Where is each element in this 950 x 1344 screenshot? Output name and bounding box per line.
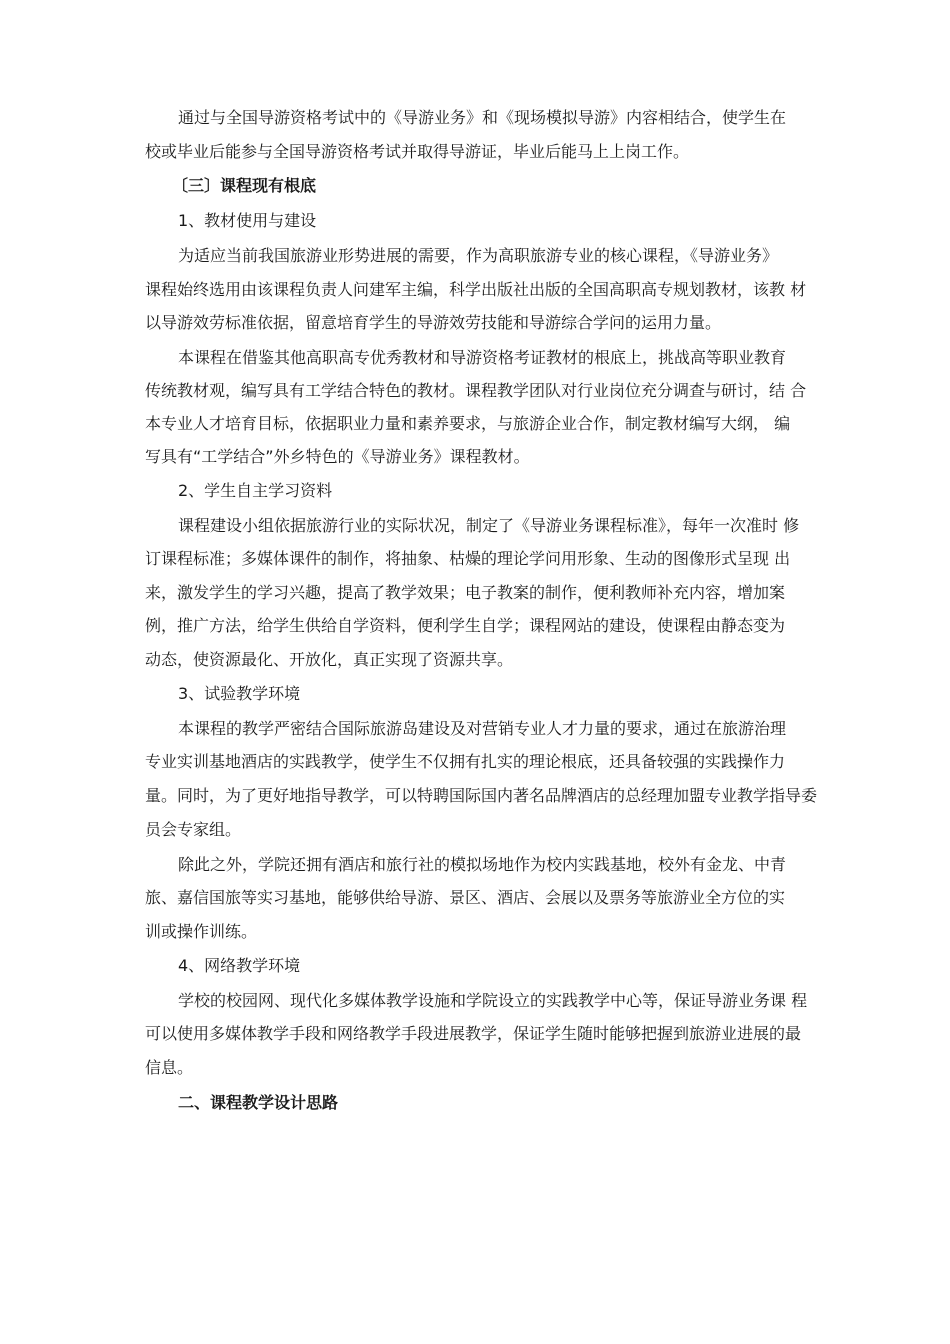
para-3-line-2: 传统教材观，编写具有工学结合特色的教材。课程教学团队对行业岗位充分调查与研讨，结 合: [145, 381, 807, 400]
para-1-line-1: 通过与全国导游资格考试中的《导游业务》和《现场模拟导游》内容相结合，使学生在: [178, 108, 787, 127]
para-2-line-1: 为适应当前我国旅游业形势进展的需要，作为高职旅游专业的核心课程，《导游业务》: [178, 246, 779, 265]
subheading-1: 1、教材使用与建设: [178, 211, 317, 230]
para-5-line-2: 专业实训基地酒店的实践教学，使学生不仅拥有扎实的理论根底，还具备较强的实践操作力: [145, 752, 786, 771]
para-7-line-1: 学校的校园网、现代化多媒体教学设施和学院设立的实践教学中心等，保证导游业务课 程: [178, 991, 808, 1010]
para-5-line-3: 量。同时，为了更好地指导教学，可以特聘国际国内著名品牌酒店的总经理加盟专业教学指导委: [145, 786, 818, 805]
para-3-line-1: 本课程在借鉴其他高职高专优秀教材和导游资格考证教材的根底上，挑战高等职业教育: [178, 348, 787, 367]
para-4-line-3: 来，激发学生的学习兴趣，提高了教学效果；电子教案的制作，便利教师补充内容，增加案: [145, 583, 786, 602]
para-3-line-3: 本专业人才培育目标，依据职业力量和素养要求，与旅游企业合作，制定教材编写大纲， 编: [145, 414, 791, 433]
para-1-line-2: 校或毕业后能参与全国导游资格考试并取得导游证，毕业后能马上上岗工作。: [145, 142, 690, 161]
section-heading-3: 〔三〕课程现有根底: [172, 176, 317, 195]
para-5-line-1: 本课程的教学严密结合国际旅游岛建设及对营销专业人才力量的要求，通过在旅游治理: [178, 719, 787, 738]
para-4-line-1: 课程建设小组依据旅游行业的实际状况，制定了《导游业务课程标准》，每年一次准时 修: [178, 516, 800, 535]
para-3-line-4: 写具有“工学结合”外乡特色的《导游业务》课程教材。: [145, 447, 530, 466]
para-2-line-3: 以导游效劳标准依据，留意培育学生的导游效劳技能和导游综合学问的运用力量。: [145, 313, 722, 332]
para-6-line-2: 旅、嘉信国旅等实习基地，能够供给导游、景区、酒店、会展以及票务等旅游业全方位的实: [145, 888, 786, 907]
subheading-3: 3、试验教学环境: [178, 684, 301, 703]
para-6-line-1: 除此之外，学院还拥有酒店和旅行社的模拟场地作为校内实践基地，校外有金龙、中青: [178, 855, 787, 874]
para-7-line-3: 信息。: [145, 1058, 194, 1077]
para-2-line-2: 课程始终选用由该课程负责人问建军主编，科学出版社出版的全国高职高专规划教材，该教 材: [145, 280, 807, 299]
para-4-line-2: 订课程标准；多媒体课件的制作，将抽象、枯燥的理论学问用形象、生动的图像形式呈现 出: [145, 549, 791, 568]
section-heading-2: 二、课程教学设计思路: [178, 1093, 339, 1112]
subheading-2: 2、学生自主学习资料: [178, 481, 333, 500]
para-6-line-3: 训或操作训练。: [145, 922, 258, 941]
subheading-4: 4、网络教学环境: [178, 956, 301, 975]
para-7-line-2: 可以使用多媒体教学手段和网络教学手段进展教学，保证学生随时能够把握到旅游业进展的最: [145, 1024, 802, 1043]
para-5-line-4: 员会专家组。: [145, 820, 242, 839]
para-4-line-4: 例，推广方法，给学生供给自学资料，便利学生自学；课程网站的建设，使课程由静态变为: [145, 616, 786, 635]
para-4-line-5: 动态，使资源最化、开放化，真正实现了资源共享。: [145, 650, 514, 669]
